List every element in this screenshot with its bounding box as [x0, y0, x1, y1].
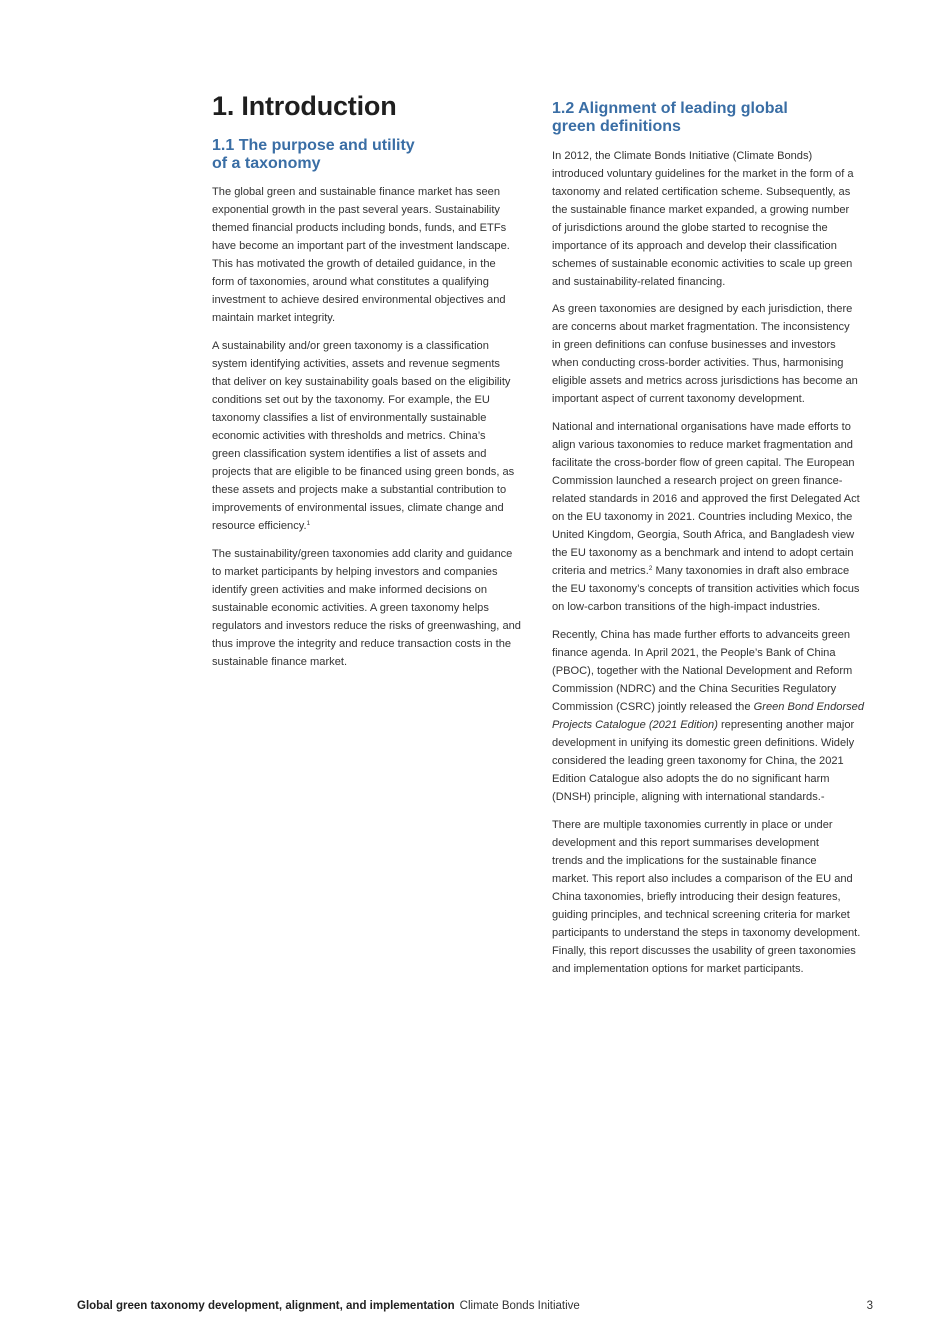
- text-line: exponential growth in the past several years. Sustainability: [212, 204, 500, 216]
- text-line: sustainable economic activities. A green taxonomy helps: [212, 602, 489, 614]
- text-line: market. This report also includes a comparison of the EU and: [552, 873, 853, 885]
- text-line: guiding principles, and technical screening criteria for market: [552, 909, 850, 921]
- text-line: regulators and investors reduce the risks of greenwashing, and: [212, 620, 521, 632]
- page-footer: [77, 1297, 580, 1315]
- italic-title: Projects Catalogue (2021 Edition): [552, 719, 718, 731]
- paragraph-alignment-3: [552, 418, 878, 616]
- text-line: on the EU taxonomy in 2021. Countries including Mexico, the: [552, 511, 853, 523]
- text-line: these assets and projects make a substantial contribution to: [212, 484, 507, 496]
- text-line: green classification system identifies a list of assets and: [212, 448, 487, 460]
- paragraph-purpose-3: [212, 545, 538, 671]
- text-line: taxonomy classifies a list of environmentally sustainable: [212, 412, 487, 424]
- text-line: Commission launched a research project on green finance-: [552, 475, 843, 487]
- text-line: schemes of sustainable economic activities to scale up green: [552, 258, 853, 270]
- paragraph-alignment-2: [552, 300, 878, 408]
- text-line: important aspect of current taxonomy development.: [552, 393, 805, 405]
- text-fragment: Commission (CSRC) jointly released the: [552, 701, 751, 713]
- text-line: identify green activities and make informed decisions on: [212, 584, 488, 596]
- text-line: that deliver on key sustainability goals based on the eligibility: [212, 376, 511, 388]
- paragraph-alignment-1: [552, 147, 878, 291]
- text-line: This has motivated the growth of detailed guidance, in the: [212, 258, 496, 270]
- text-line: system identifying activities, assets and revenue segments: [212, 358, 500, 370]
- text-fragment: criteria and metrics.: [552, 565, 649, 577]
- heading-line: 1.2 Alignment of leading global: [552, 100, 788, 117]
- text-line: The global green and sustainable finance market has seen: [212, 186, 501, 198]
- text-line: on low-carbon transitions of the high-impact industries.: [552, 601, 821, 613]
- text-line: of jurisdictions around the globe started to recognise the: [552, 222, 828, 234]
- text-line: A sustainability and/or green taxonomy is a classification: [212, 340, 489, 352]
- page-title: 1. Introduction: [212, 91, 397, 121]
- footnote-ref[interactable]: 1: [306, 520, 311, 527]
- heading-line: of a taxonomy: [212, 155, 321, 172]
- text-fragment: resource efficiency.: [212, 520, 307, 532]
- text-line: projects that are eligible to be financed using green bonds, as: [212, 466, 515, 478]
- text-line: There are multiple taxonomies currently in place or under: [552, 819, 833, 831]
- text-line: eligible assets and metrics across jurisdictions has become an: [552, 375, 858, 387]
- text-line: are concerns about market fragmentation. The inconsistency: [552, 321, 850, 333]
- footer-publisher: Climate Bonds Initiative: [459, 1300, 580, 1312]
- text-line: [552, 698, 878, 716]
- text-line: sustainable finance market.: [212, 656, 348, 668]
- text-line: Edition Catalogue also adopts the do no significant harm: [552, 773, 830, 785]
- text-line: the sustainable finance market expanded, a growing number: [552, 204, 850, 216]
- text-line: themed financial products including bonds, funds, and ETFs: [212, 222, 507, 234]
- text-line: Finally, this report discusses the usability of green taxonomies: [552, 945, 856, 957]
- heading-line: 1.1 The purpose and utility: [212, 137, 415, 154]
- text-line: related standards in 2016 and approved the first Delegated Act: [552, 493, 860, 505]
- paragraph-purpose-1: [212, 183, 538, 327]
- text-line: considered the leading green taxonomy for China, the 2021: [552, 755, 844, 767]
- text-line: and sustainability-related financing.: [552, 276, 726, 288]
- text-line: to market participants by helping investors and companies: [212, 566, 498, 578]
- text-line: economic activities with thresholds and metrics. China’s: [212, 430, 486, 442]
- text-line: the EU taxonomy as a benchmark and intend to adopt certain: [552, 547, 854, 559]
- text-fragment: Many taxonomies in draft also embrace: [655, 565, 850, 577]
- section-heading-1-2: [552, 100, 882, 136]
- footnote-ref[interactable]: 2: [648, 565, 653, 572]
- text-line: and implementation options for market participants.: [552, 963, 804, 975]
- text-line: [212, 517, 538, 535]
- text-line: form of taxonomies, around what constitutes a qualifying: [212, 276, 489, 288]
- text-line: development and this report summarises development: [552, 837, 820, 849]
- text-line: Recently, China has made further efforts to advanceits green: [552, 629, 851, 641]
- text-line: have become an important part of the investment landscape.: [212, 240, 510, 252]
- text-line: In 2012, the Climate Bonds Initiative (Climate Bonds): [552, 150, 813, 162]
- paragraph-purpose-2: [212, 337, 538, 535]
- text-line: (DNSH) principle, aligning with international standards.-: [552, 791, 825, 803]
- text-line: when conducting cross-border activities. Thus, harmonising: [552, 357, 844, 369]
- section-heading-1-1: [212, 137, 542, 173]
- text-line: [552, 716, 878, 734]
- text-line: As green taxonomies are designed by each jurisdiction, there: [552, 303, 853, 315]
- text-line: conditions set out by the taxonomy. For example, the EU: [212, 394, 490, 406]
- text-line: investment to achieve desired environmental objectives and: [212, 294, 506, 306]
- text-line: [552, 562, 878, 580]
- text-line: maintain market integrity.: [212, 312, 336, 324]
- text-line: The sustainability/green taxonomies add clarity and guidance: [212, 548, 513, 560]
- text-line: participants to understand the steps in taxonomy development.: [552, 927, 861, 939]
- paragraph-alignment-5: [552, 816, 878, 978]
- text-line: importance of its approach and develop their classification: [552, 240, 837, 252]
- paragraph-alignment-4: [552, 626, 878, 806]
- text-line: trends and the implications for the sustainable finance: [552, 855, 817, 867]
- text-line: taxonomy and related certification scheme. Subsequently, as: [552, 186, 851, 198]
- text-line: improvements of environmental issues, climate change and: [212, 502, 504, 514]
- text-line: Commission (NDRC) and the China Securities Regulatory: [552, 683, 837, 695]
- text-line: finance agenda. In April 2021, the People’s Bank of China: [552, 647, 836, 659]
- text-fragment: representing another major: [720, 719, 855, 731]
- text-line: National and international organisations have made efforts to: [552, 421, 851, 433]
- text-line: thus improve the integrity and reduce transaction costs in the: [212, 638, 512, 650]
- heading-line: green definitions: [552, 118, 681, 135]
- footer-document-title: Global green taxonomy development, alignment, and implementation: [77, 1300, 455, 1312]
- text-line: introduced voluntary guidelines for the market in the form of a: [552, 168, 854, 180]
- page-number: 3: [866, 1300, 873, 1312]
- text-line: the EU taxonomy’s concepts of transition activities which focus: [552, 583, 860, 595]
- text-line: development in unifying its domestic green definitions. Widely: [552, 737, 855, 749]
- text-line: United Kingdom, Georgia, South Africa, and Bangladesh view: [552, 529, 855, 541]
- text-line: (PBOC), together with the National Development and Reform: [552, 665, 853, 677]
- text-line: align various taxonomies to reduce market fragmentation and: [552, 439, 853, 451]
- italic-title: Green Bond Endorsed: [753, 701, 865, 713]
- text-line: facilitate the cross-border flow of green capital. The European: [552, 457, 855, 469]
- text-line: in green definitions can confuse businesses and investors: [552, 339, 836, 351]
- text-line: China taxonomies, briefly introducing their design features,: [552, 891, 841, 903]
